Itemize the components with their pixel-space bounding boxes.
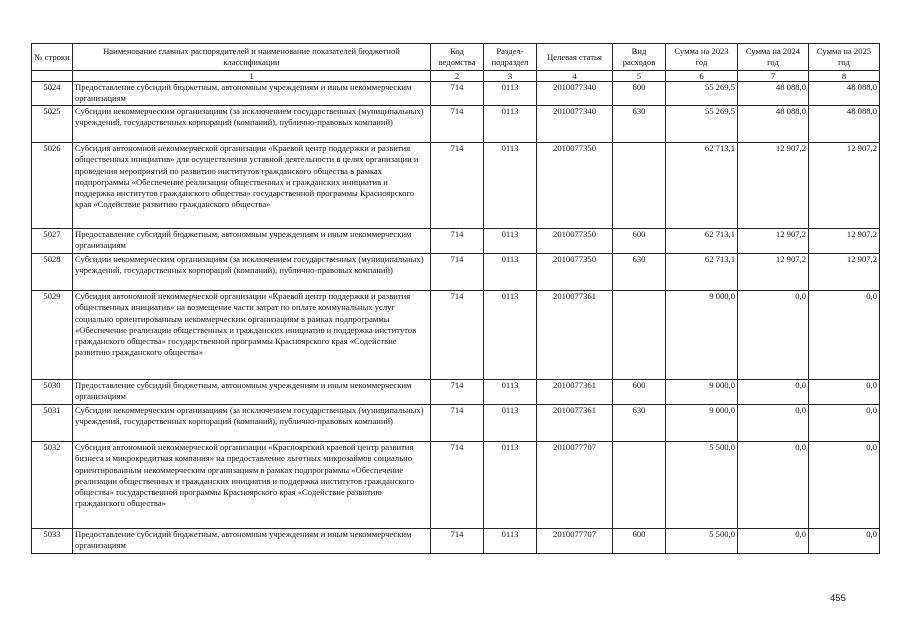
row-expense-type: 630: [613, 405, 666, 442]
row-dept-code: 714: [431, 291, 484, 380]
table-row: [32, 405, 880, 442]
row-section: 0113: [484, 143, 537, 229]
row-sum-2024: 0,0: [738, 380, 809, 405]
row-sum-2024: 0,0: [738, 405, 809, 442]
row-sum-2025: 0,0: [809, 291, 880, 380]
row-dept-code: 714: [431, 106, 484, 143]
row-name: Субсидии некоммерческим организациям (за исключением государственных (муниципальных) учреждений, государственных корпораций (компаний), публично-правовых компаний): [73, 106, 431, 143]
row-sum-2025: 12 907,2: [809, 254, 880, 291]
row-section: 0113: [484, 229, 537, 254]
row-sum-2023: 9 000,0: [666, 291, 738, 380]
column-index: 1: [73, 71, 431, 82]
row-sum-2024: 12 907,2: [738, 229, 809, 254]
row-sum-2024: 0,0: [738, 529, 809, 554]
row-sum-2023: 62 713,1: [666, 254, 738, 291]
row-sum-2023: 9 000,0: [666, 405, 738, 442]
row-expense-type: [613, 442, 666, 529]
header-name: Наименование главных распорядителей и наименование показателей бюджетной классификации: [73, 44, 431, 71]
row-name: Предоставление субсидий бюджетным, автономным учреждениям и иным некоммерческим организациям: [73, 380, 431, 405]
header-row-no: № строки: [32, 44, 73, 71]
row-name: Предоставление субсидий бюджетным, автономным учреждениям и иным некоммерческим организациям: [73, 229, 431, 254]
row-expense-type: 600: [613, 380, 666, 405]
table-header: [32, 44, 880, 82]
header-expense-type: Вид расходов: [613, 44, 666, 71]
row-sum-2025: 0,0: [809, 442, 880, 529]
row-expense-type: 600: [613, 529, 666, 554]
budget-table: [31, 43, 880, 554]
row-target: 2010077361: [537, 380, 613, 405]
column-index: 5: [613, 71, 666, 82]
row-section: 0113: [484, 254, 537, 291]
row-target: 2010077361: [537, 405, 613, 442]
row-sum-2024: 48 088,0: [738, 106, 809, 143]
column-index: 8: [809, 71, 880, 82]
row-sum-2023: 5 500,0: [666, 529, 738, 554]
row-number: 5029: [32, 291, 73, 380]
row-number: 5033: [32, 529, 73, 554]
table-row: [32, 106, 880, 143]
header-dept-code: Код ведомства: [431, 44, 484, 71]
row-name: Субсидия автономной некоммерческой организации «Краевой центр поддержки и развития общественных инициатив» на возмещение части затрат по оплате коммунальных услуг социально ориентированным некоммерческим организациям в рамках подпрограммы «Обеспечение реализации общественных и гражданских инициатив и поддержка институтов гражданского общества» государственной программы Красноярского края «Содействие развитию гражданского общества»: [73, 291, 431, 380]
row-name: Предоставление субсидий бюджетным, автономным учреждениям и иным некоммерческим организациям: [73, 82, 431, 106]
row-name: Субсидия автономной некоммерческой организации «Краевой центр поддержки и развития общественных инициатив» для осуществления уставной деятельности в целях организации и проведения мероприятий по развитию институтов гражданского общества в рамках подпрограммы «Обеспечение реализации общественных и гражданских инициатив и поддержка институтов гражданского общества» государственной программы Красноярского края «Содействие развитию гражданского общества»: [73, 143, 431, 229]
row-number: 5024: [32, 82, 73, 106]
row-sum-2025: 0,0: [809, 529, 880, 554]
row-expense-type: 600: [613, 82, 666, 106]
row-number: 5025: [32, 106, 73, 143]
row-number: 5028: [32, 254, 73, 291]
row-sum-2025: 0,0: [809, 405, 880, 442]
row-number: 5027: [32, 229, 73, 254]
header-sum-2024: Сумма на 2024 год: [738, 44, 809, 71]
table-row: [32, 82, 880, 106]
row-sum-2024: 0,0: [738, 442, 809, 529]
row-section: 0113: [484, 106, 537, 143]
row-target: 2010077350: [537, 229, 613, 254]
row-sum-2025: 12 907,2: [809, 229, 880, 254]
row-number: 5026: [32, 143, 73, 229]
row-sum-2025: 0,0: [809, 380, 880, 405]
row-name: Предоставление субсидий бюджетным, автономным учреждениям и иным некоммерческим организациям: [73, 529, 431, 554]
row-target: 2010077340: [537, 82, 613, 106]
column-index: 3: [484, 71, 537, 82]
row-sum-2024: 12 907,2: [738, 254, 809, 291]
table-row: [32, 291, 880, 380]
row-sum-2023: 55 269,5: [666, 106, 738, 143]
row-section: 0113: [484, 405, 537, 442]
row-section: 0113: [484, 82, 537, 106]
header-target: Целевая статья: [537, 44, 613, 71]
table-row: [32, 529, 880, 554]
column-index: 4: [537, 71, 613, 82]
row-sum-2023: 9 000,0: [666, 380, 738, 405]
table-body: [32, 82, 880, 554]
column-index: 2: [431, 71, 484, 82]
row-dept-code: 714: [431, 229, 484, 254]
column-index: 6: [666, 71, 738, 82]
column-index: [32, 71, 73, 82]
budget-table-page: [31, 43, 879, 554]
row-name: Субсидии некоммерческим организациям (за исключением государственных (муниципальных) учреждений, государственных корпораций (компаний), публично-правовых компаний): [73, 254, 431, 291]
row-dept-code: 714: [431, 143, 484, 229]
row-target: 2010077350: [537, 254, 613, 291]
column-index: 7: [738, 71, 809, 82]
row-dept-code: 714: [431, 405, 484, 442]
table-row: [32, 254, 880, 291]
row-sum-2023: 55 269,5: [666, 82, 738, 106]
row-section: 0113: [484, 380, 537, 405]
row-section: 0113: [484, 291, 537, 380]
row-name: Субсидия автономной некоммерческой организации «Красноярский краевой центр развития бизнеса и микрокредитная компания» на предоставление льготных микрозаймов социально ориентированным некоммерческим организациям в рамках подпрограммы «Обеспечение реализации общественных и гражданских инициатив и поддержка институтов гражданского общества» государственной программы Красноярского края «Содействие развитию гражданского общества»: [73, 442, 431, 529]
row-number: 5031: [32, 405, 73, 442]
row-sum-2025: 12 907,2: [809, 143, 880, 229]
row-dept-code: 714: [431, 442, 484, 529]
row-target: 2010077707: [537, 442, 613, 529]
row-dept-code: 714: [431, 82, 484, 106]
row-number: 5030: [32, 380, 73, 405]
row-section: 0113: [484, 529, 537, 554]
row-sum-2024: 48 088,0: [738, 82, 809, 106]
header-sum-2025: Сумма на 2025 год: [809, 44, 880, 71]
row-target: 2010077707: [537, 529, 613, 554]
row-section: 0113: [484, 442, 537, 529]
table-row: [32, 380, 880, 405]
table-row: [32, 143, 880, 229]
row-dept-code: 714: [431, 529, 484, 554]
row-name: Субсидии некоммерческим организациям (за исключением государственных (муниципальных) учреждений, государственных корпораций (компаний), публично-правовых компаний): [73, 405, 431, 442]
header-section: Раздел-подраздел: [484, 44, 537, 71]
row-target: 2010077361: [537, 291, 613, 380]
row-sum-2025: 48 088,0: [809, 82, 880, 106]
table-row: [32, 442, 880, 529]
row-number: 5032: [32, 442, 73, 529]
row-expense-type: 600: [613, 229, 666, 254]
row-target: 2010077340: [537, 106, 613, 143]
row-dept-code: 714: [431, 380, 484, 405]
row-sum-2024: 12 907,2: [738, 143, 809, 229]
row-expense-type: 630: [613, 106, 666, 143]
row-dept-code: 714: [431, 254, 484, 291]
row-sum-2023: 62 713,1: [666, 229, 738, 254]
row-sum-2023: 62 713,1: [666, 143, 738, 229]
page-number: 455: [830, 593, 846, 604]
row-sum-2023: 5 500,0: [666, 442, 738, 529]
row-expense-type: 630: [613, 254, 666, 291]
table-row: [32, 229, 880, 254]
row-expense-type: [613, 291, 666, 380]
row-sum-2025: 48 088,0: [809, 106, 880, 143]
row-target: 2010077350: [537, 143, 613, 229]
row-expense-type: [613, 143, 666, 229]
row-sum-2024: 0,0: [738, 291, 809, 380]
header-sum-2023: Сумма на 2023 год: [666, 44, 738, 71]
